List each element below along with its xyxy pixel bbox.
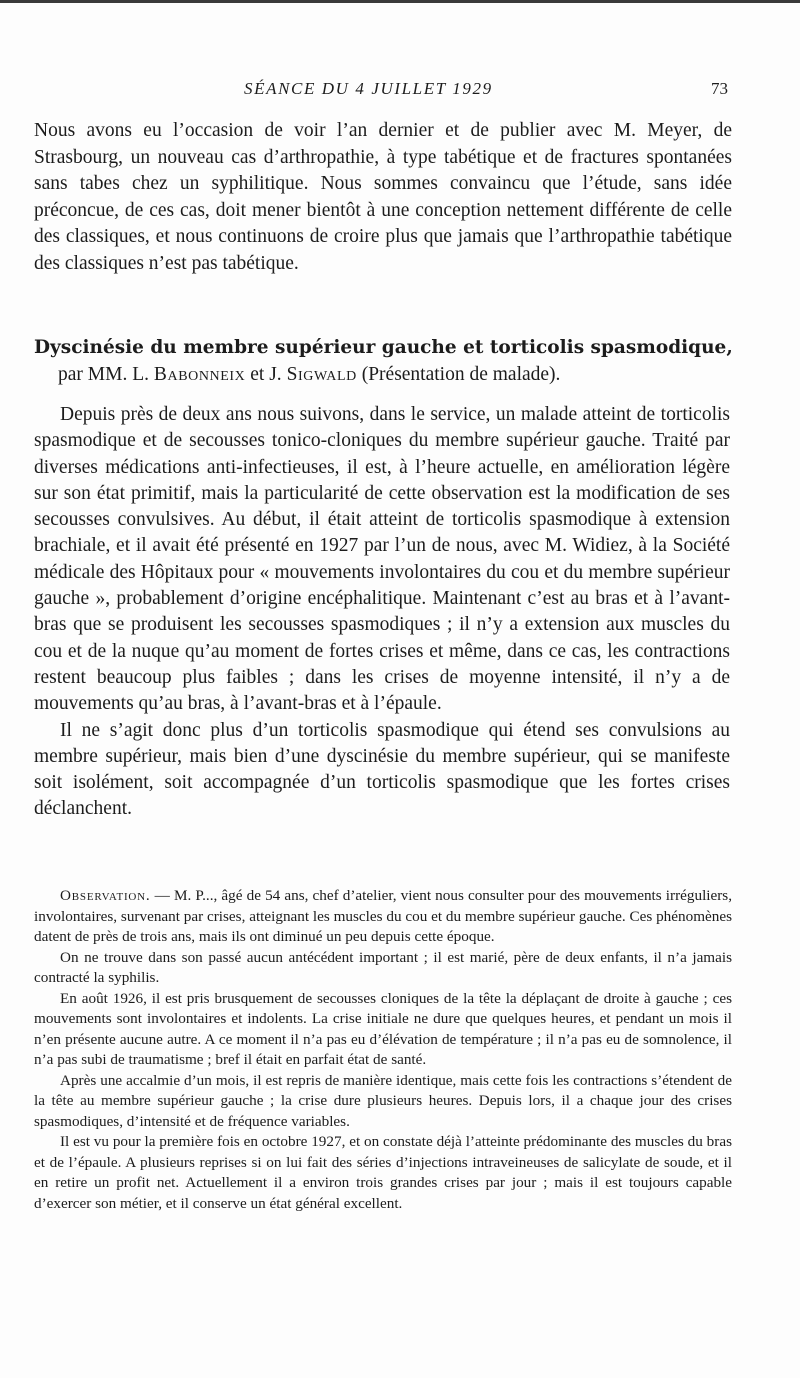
observation-paragraph-4: Après une accalmie d’un mois, il est repris de manière identique, mais cette fois les contractions s’étendent de la tête au membre supérieur gauche ; la crise dure plusieurs heures. Depuis lors, il a chaque jour des crises spasmodiques, d’intensité et de fréquence variables. bbox=[34, 1071, 732, 1130]
intro-paragraph: Nous avons eu l’occasion de voir l’an dernier et de publier avec M. Meyer, de Strasbourg, un nouveau cas d’arthropathie, à type tabétique et de fractures spontanées sans tabes chez un syphilitique. Nous sommes convaincu que l’étude, sans idée préconcue, de ces cas, doit mener bientôt à une conception nettement différente de celle des classiques, et nous continuons de croire plus que jamais que l’arthropathie tabétique des classiques n’est pas tabétique. bbox=[34, 120, 732, 274]
authors-middle: et J. bbox=[250, 364, 282, 385]
author-babonneix: Babonneix bbox=[153, 364, 246, 385]
section-title: Dyscinésie du membre supérieur gauche et torticolis spasmodique, bbox=[34, 337, 733, 358]
body-text bbox=[34, 402, 730, 823]
observation-paragraph-3: En août 1926, il est pris brusquement de secousses cloniques de la tête la déplaçant de droite à gauche ; ces mouvements sont involontaires et indolents. La crise initiale ne dure que quelques heures, et pendant un mois il n’en présente aucune autre. A ce moment il n’a pas eu d’élévation de température ; il n’a pas eu de somnolence, il n’a pas subi de traumatisme ; bref il était en parfait état de santé. bbox=[34, 989, 732, 1068]
page-header bbox=[34, 79, 734, 103]
observation-paragraph-1-text: — M. P..., âgé de 54 ans, chef d’atelier, vient nous consulter pour des mouvements irréguliers, involontaires, survenant par crises, atteignant les muscles du cou et du membre supérieur gauche. Ces phénomènes datent de près de trois ans, mais ils ont diminué un peu depuis cette époque. bbox=[34, 887, 733, 945]
authors-line bbox=[58, 364, 734, 386]
observation-block bbox=[34, 886, 732, 1214]
page-number: 73 bbox=[711, 79, 728, 98]
body-paragraph-2: Il ne s’agit donc plus d’un torticolis spasmodique qui étend ses convulsions au membre supérieur, mais bien d’une dyscinésie du membre supérieur, qui se manifeste soit isolément, soit accompagnée d’un torticolis spasmodique que les fortes crises déclanchent. bbox=[34, 719, 730, 820]
author-sigwald: Sigwald bbox=[286, 364, 357, 385]
body-paragraph-1: Depuis près de deux ans nous suivons, dans le service, un malade atteint de torticolis spasmodique et de secousses tonico-cloniques du membre supérieur gauche. Traité par diverses médications anti-infectieuses, il est, à l’heure actuelle, en amélioration légère sur son état primitif, mais la particularité de cette observation est la modification de ses secousses convulsives. Au début, il était atteint de torticolis spasmodique à extension brachiale, et il avait été présenté en 1927 par l’un de nous, avec M. Widiez, à la Société médicale des Hôpitaux pour « mouvements involontaires du cou et du membre supérieur gauche », probablement d’origine encéphalitique. Maintenant c’est au bras et à l’avant-bras que se produisent les secousses spasmodiques ; il n’y a extension aux muscles du cou et de la nuque qu’au moment de fortes crises et même, dans ce cas, les contractions restent beaucoup plus faibles ; dans les crises de moyenne intensité, il n’y a de mouvements qu’au bras, à l’avant-bras et à l’épaule. bbox=[34, 404, 730, 715]
top-edge-rule bbox=[0, 0, 800, 3]
observation-paragraph-2: On ne trouve dans son passé aucun antécédent important ; il est marié, père de deux enfants, il n’a jamais contracté la syphilis. bbox=[34, 948, 732, 986]
observation-paragraph-1 bbox=[34, 886, 732, 948]
running-title: SÉANCE DU 4 JUILLET 1929 bbox=[244, 79, 493, 98]
observation-label: Observation. bbox=[60, 887, 151, 904]
observation-paragraph-5: Il est vu pour la première fois en octobre 1927, et on constate déjà l’atteinte prédominante des muscles du bras et de l’épaule. A plusieurs reprises si on lui fait des séries d’injections intraveineuses de salicylate de soude, et il en retire un profit net. Actuellement il a environ trois grandes crises par jour ; mais il est toujours capable d’exercer son métier, et il conserve un état général excellent. bbox=[34, 1133, 732, 1212]
authors-suffix: (Présentation de malade). bbox=[361, 364, 561, 385]
authors-prefix: par MM. L. bbox=[58, 364, 149, 385]
